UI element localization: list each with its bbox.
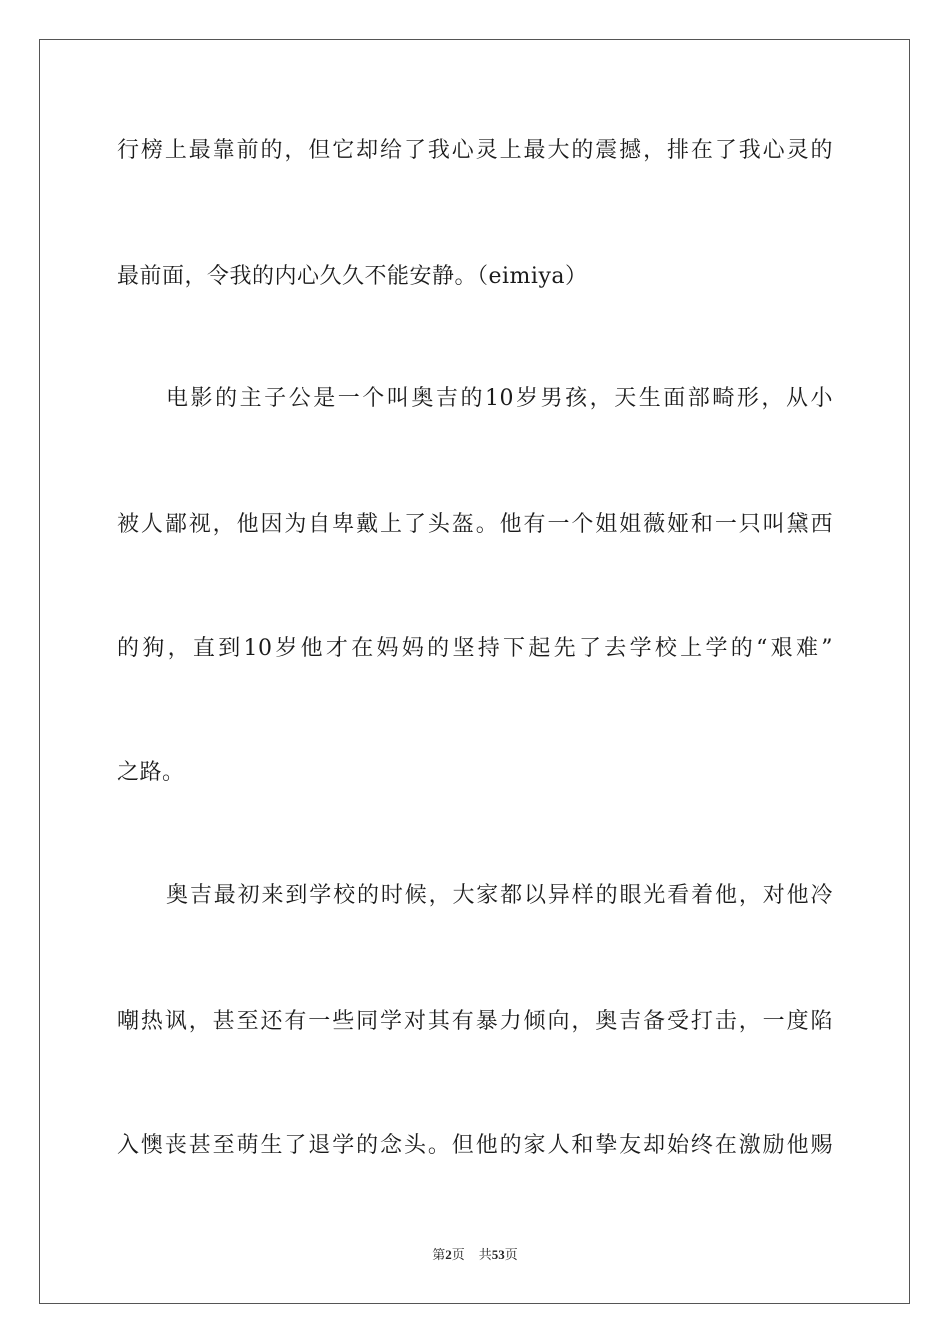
body-line-9: 入懊丧甚至萌生了退学的念头。但他的家人和挚友却始终在激励他赐: [117, 1133, 833, 1158]
page-suffix: 页: [451, 1247, 465, 1262]
total-suffix: 页: [504, 1247, 518, 1262]
body-line-3: 电影的主子公是一个叫奥吉的10岁男孩，天生面部畸形，从小: [166, 386, 833, 411]
page-footer: [0, 1246, 950, 1264]
body-line-2: 最前面，令我的内心久久不能安静。（eimiya）: [117, 264, 588, 289]
total-prefix: 共: [478, 1247, 492, 1262]
total-pages: 53: [491, 1247, 505, 1262]
body-line-4: 被人鄙视，他因为自卑戴上了头盔。他有一个姐姐薇娅和一只叫黛西: [117, 512, 833, 537]
body-line-1: 行榜上最靠前的，但它却给了我心灵上最大的震撼，排在了我心灵的: [117, 138, 833, 163]
body-line-5: 的狗，直到10岁他才在妈妈的坚持下起先了去学校上学的“艰难”: [117, 636, 833, 661]
page-border: [39, 39, 910, 1304]
page-prefix: 第: [432, 1247, 446, 1262]
body-line-8: 嘲热讽，甚至还有一些同学对其有暴力倾向，奥吉备受打击，一度陷: [117, 1009, 833, 1034]
page-number: 2: [445, 1247, 452, 1262]
body-line-6: 之路。: [117, 760, 185, 785]
body-line-7: 奥吉最初来到学校的时候，大家都以异样的眼光看着他，对他冷: [166, 883, 833, 908]
